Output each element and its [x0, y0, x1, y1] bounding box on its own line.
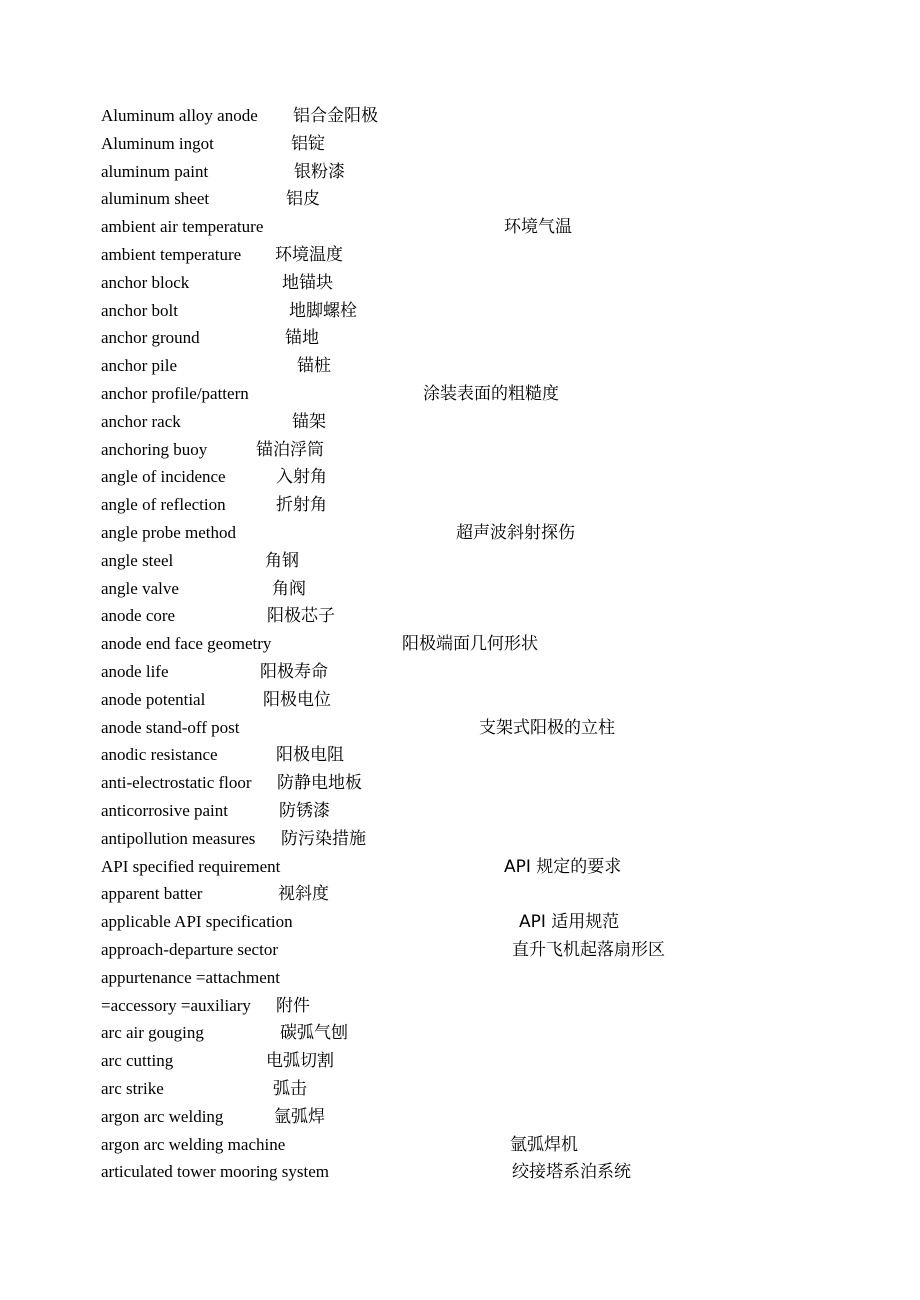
english-term: Aluminum alloy anode	[101, 106, 258, 125]
chinese-term: 银粉漆	[294, 161, 345, 182]
english-term: aluminum sheet	[101, 189, 210, 209]
chinese-term: 折射角	[276, 495, 327, 516]
english-term: argon arc welding machine	[101, 1134, 286, 1154]
english-term: =accessory =auxiliary	[101, 995, 251, 1015]
chinese-term: 超声波斜射探伤	[456, 523, 575, 543]
chinese-term: 防静电地板	[277, 773, 362, 794]
chinese-term: API 适用规范	[519, 912, 620, 933]
english-term: argon arc welding	[101, 1106, 224, 1126]
chinese-term: 支架式阳极的立柱	[479, 717, 615, 738]
english-term: ambient temperature	[101, 245, 242, 264]
chinese-term: 涂装表面的粗糙度	[423, 384, 559, 404]
english-term: appurtenance =attachment	[101, 967, 281, 987]
chinese-term: 锚架	[292, 411, 326, 432]
english-term: anchor ground	[101, 328, 200, 348]
chinese-term: 绞接塔系泊系统	[512, 1162, 631, 1183]
english-term: arc strike	[101, 1079, 164, 1098]
english-term: anode core	[101, 606, 176, 626]
chinese-term: 环境温度	[275, 245, 343, 265]
english-term: anticorrosive paint	[101, 801, 228, 820]
english-term: anode end face geometry	[101, 634, 272, 654]
english-term: anode potential	[101, 689, 206, 709]
chinese-term: 入射角	[276, 467, 327, 488]
chinese-term: API 规定的要求	[504, 856, 622, 877]
chinese-term: 阳极端面几何形状	[402, 634, 538, 655]
english-term: arc cutting	[101, 1051, 174, 1071]
chinese-term: 防锈漆	[279, 801, 330, 821]
english-term: anchor block	[101, 272, 190, 292]
english-term: antipollution measures	[101, 828, 256, 848]
english-term: anchor pile	[101, 356, 177, 376]
english-term: ambient air temperature	[101, 217, 264, 237]
chinese-term: 铝合金阳极	[293, 106, 378, 126]
chinese-term: 锚桩	[297, 356, 331, 377]
chinese-term: 附件	[276, 995, 310, 1016]
chinese-term: 地脚螺栓	[289, 300, 357, 321]
english-term: approach-departure sector	[101, 940, 278, 959]
english-term: angle of reflection	[101, 495, 226, 515]
chinese-term: 弧击	[273, 1079, 307, 1099]
chinese-term: 碳弧气刨	[280, 1023, 348, 1044]
english-term: angle steel	[101, 550, 174, 570]
chinese-term: 角钢	[265, 550, 299, 571]
chinese-term: 阳极寿命	[260, 662, 328, 682]
chinese-term: 阳极电位	[263, 689, 331, 710]
chinese-term: 铝皮	[286, 189, 320, 210]
english-term: anchor rack	[101, 411, 181, 431]
english-term: API specified requirement	[101, 856, 281, 876]
chinese-term: 锚泊浮筒	[256, 439, 324, 460]
chinese-term: 地锚块	[282, 272, 333, 293]
english-term: angle probe method	[101, 523, 237, 542]
english-term: applicable API specification	[101, 912, 293, 932]
chinese-term: 角阀	[272, 578, 306, 599]
english-term: anchoring buoy	[101, 439, 208, 459]
chinese-term: 氩弧焊	[274, 1106, 325, 1127]
chinese-term: 阳极芯子	[267, 606, 335, 627]
chinese-term: 防污染措施	[281, 828, 366, 849]
english-term: aluminum paint	[101, 161, 209, 181]
english-term: anchor bolt	[101, 300, 178, 320]
english-term: anti-electrostatic floor	[101, 773, 252, 793]
english-term: angle of incidence	[101, 467, 226, 487]
english-term: apparent batter	[101, 884, 203, 904]
chinese-term: 阳极电阻	[276, 745, 344, 766]
chinese-term: 铝锭	[291, 133, 325, 154]
english-term: Aluminum ingot	[101, 133, 214, 153]
chinese-term: 视斜度	[278, 884, 329, 905]
chinese-term: 电弧切割	[266, 1051, 334, 1072]
english-term: articulated tower mooring system	[101, 1162, 330, 1182]
english-term: angle valve	[101, 578, 179, 598]
chinese-term: 直升飞机起落扇形区	[512, 940, 665, 960]
english-term: anchor profile/pattern	[101, 384, 249, 403]
english-term: anodic resistance	[101, 745, 218, 765]
english-term: anode stand-off post	[101, 717, 240, 737]
english-term: anode life	[101, 662, 169, 681]
chinese-term: 环境气温	[504, 217, 572, 238]
chinese-term: 锚地	[285, 328, 319, 349]
chinese-term: 氩弧焊机	[510, 1134, 578, 1155]
english-term: arc air gouging	[101, 1023, 204, 1043]
